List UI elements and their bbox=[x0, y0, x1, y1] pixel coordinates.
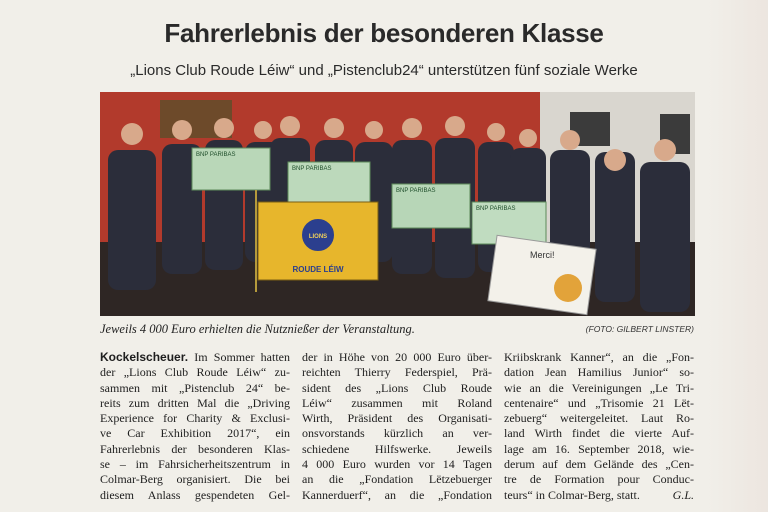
banner-text-bottom: ROUDE LÉIW bbox=[292, 265, 344, 274]
article-line: se – im Fahrsicherheitszentrum in bbox=[100, 457, 290, 472]
article-line: reichten Thierry Federspiel, Prä- bbox=[302, 365, 492, 380]
card-drawing bbox=[554, 274, 582, 302]
article-line: onsvorstands kürzlich an ver- bbox=[302, 426, 492, 441]
article-column-3 bbox=[504, 350, 694, 503]
last-line-text: teurs“ in Colmar-Berg, statt. bbox=[504, 487, 640, 502]
article-line: der „Lions Club Roude Léiw“ zu- bbox=[100, 365, 290, 380]
article-line: Kannerduerf“, an die „Fondation bbox=[302, 487, 492, 502]
article-line: der in Höhe von 20 000 Euro über- bbox=[302, 350, 492, 364]
article-line: Colmar-Berg organisiert. Die bei bbox=[100, 472, 290, 487]
article-line: wie an die Vereinigungen „Le Tri- bbox=[504, 380, 694, 395]
article-line: Léiw“ zusammen mit Roland bbox=[302, 395, 492, 410]
article-line: diesem Anlass gespendeten Gel- bbox=[100, 487, 290, 502]
article-line: Fahrerlebnis der besonderen Klas- bbox=[100, 441, 290, 456]
check-bank-label-4: BNP PARIBAS bbox=[476, 206, 516, 212]
card-text: Merci! bbox=[530, 250, 555, 260]
article-line: Kriibskrank Kanner“, an die „Fon- bbox=[504, 350, 694, 364]
article-column-2 bbox=[302, 350, 492, 503]
article-line: sident des „Lions Club Roude bbox=[302, 380, 492, 395]
article-line: tre de Formation pour Conduc- bbox=[504, 472, 694, 487]
article-line-last bbox=[504, 488, 694, 503]
article-body bbox=[100, 350, 695, 503]
article-line: ve Car Exhibition 2017“, ein bbox=[100, 426, 290, 441]
article-line: Wirth, Präsident des Organisati- bbox=[302, 411, 492, 426]
article-line: reits zum dritten Mal die „Driving bbox=[100, 395, 290, 410]
article-line: 4 000 Euro wurden vor 14 Tagen bbox=[302, 457, 492, 472]
page-edge-tint bbox=[708, 0, 768, 512]
subheadline: „Lions Club Roude Léiw“ und „Pistenclub24“ unterstützen fünf soziale Werke bbox=[130, 62, 638, 79]
article-line: derum auf dem Gelände des „Cen- bbox=[504, 457, 694, 472]
check-bank-label-2: BNP PARIBAS bbox=[292, 166, 332, 172]
author-signature: G.L. bbox=[672, 487, 694, 502]
article-line: land Wirth findet die vierte Auf- bbox=[504, 426, 694, 441]
dateline: Kockelscheuer. bbox=[100, 350, 189, 364]
article-line: centenaire“ und „Trisomie 21 Lët- bbox=[504, 395, 694, 410]
group-photo-illustration bbox=[100, 92, 695, 316]
article-line: sammen mit „Pistenclub 24“ be- bbox=[100, 380, 290, 395]
article-line: dation Jean Hamilius Junior“ so- bbox=[504, 365, 694, 380]
banner-text-top: LIONS bbox=[308, 234, 328, 240]
check-bank-label-3: BNP PARIBAS bbox=[396, 188, 436, 194]
check-bank-label-1: BNP PARIBAS bbox=[196, 152, 236, 158]
photo-caption: Jeweils 4 000 Euro erhielten die Nutznießer der Veranstaltung. bbox=[100, 322, 415, 336]
article-line: schiedene Hilfswerke. Jeweils bbox=[302, 441, 492, 456]
article-line bbox=[100, 350, 290, 365]
article-line: an die „Fondation Lëtzebuerger bbox=[302, 472, 492, 487]
thank-you-card bbox=[488, 235, 596, 314]
headline: Fahrerlebnis der besonderen Klasse bbox=[164, 18, 604, 48]
article-line: lage am 16. September 2018, wie- bbox=[504, 441, 694, 456]
press-photo bbox=[100, 92, 695, 316]
article-line: Experience for Charity & Exclusi- bbox=[100, 411, 290, 426]
first-line-text: Im Sommer hatten bbox=[188, 350, 290, 364]
article-column-1 bbox=[100, 350, 290, 503]
photo-credit: (FOTO: GILBERT LINSTER) bbox=[585, 324, 694, 334]
article-line: zebuerg“ weitergeleitet. Laut Ro- bbox=[504, 411, 694, 426]
